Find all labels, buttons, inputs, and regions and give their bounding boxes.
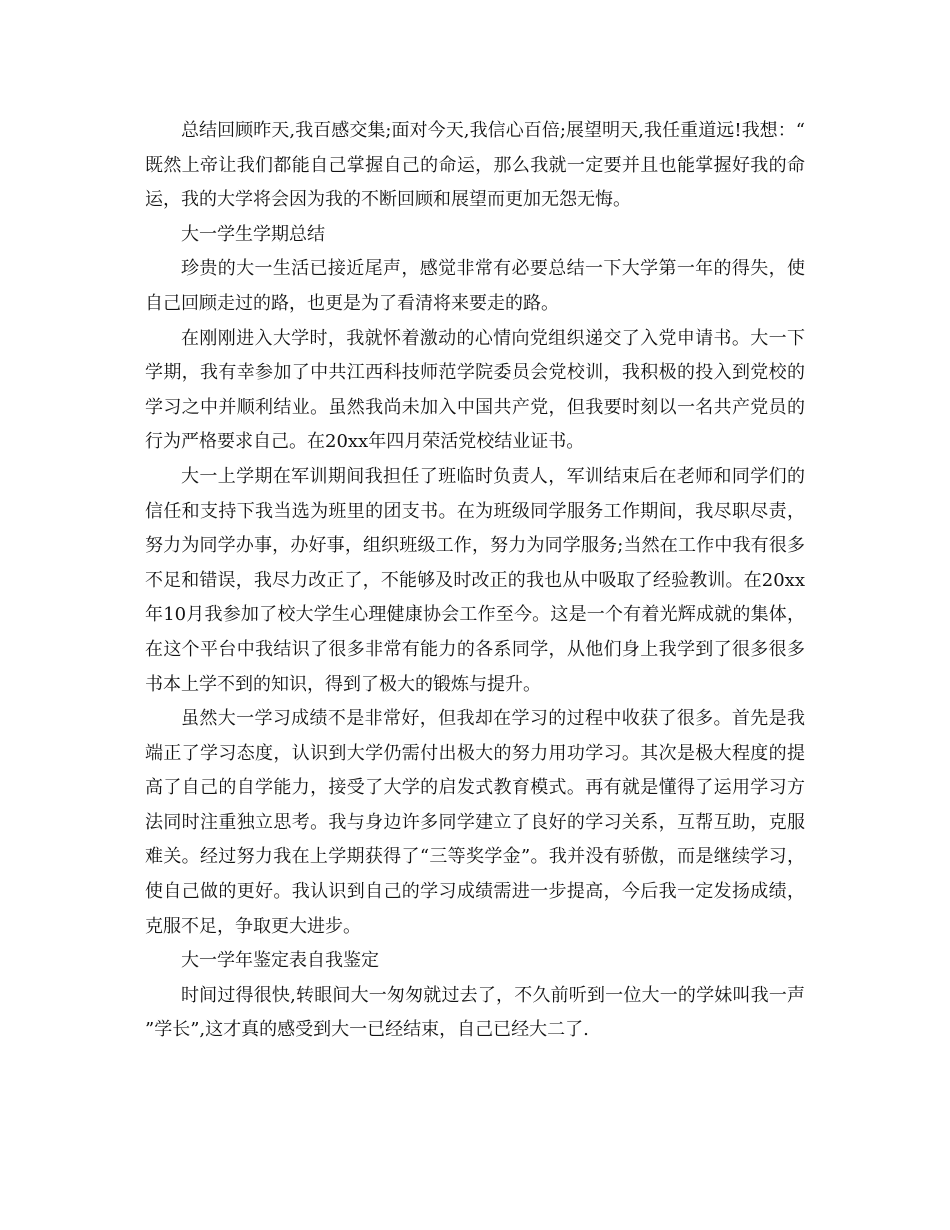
paragraph-time-passes: 时间过得很快,转眼间大一匆匆就过去了，不久前听到一位大一的学妹叫我一声”学长”,这才真的感受到大一已经结束，自己已经大二了. [145, 984, 805, 1041]
paragraph-class-work: 大一上学期在军训期间我担任了班临时负责人，军训结束后在老师和同学们的信任和支持下我当选为班里的团支书。在为班级同学服务工作期间，我尽职尽责，努力为同学办事，办好事，组织班级工作，努力为同学服务;当然在工作中我有很多不足和错误，我尽力改正了，不能够及时改正的我也从中吸取了经验教训。在20xx年10月我参加了校大学生心理健康协会工作至今。这是一个有着光辉成就的集体，在这个平台中我结识了很多非常有能力的各系同学，从他们身上我学到了很多很多书本上学不到的知识，得到了极大的锻炼与提升。 [145, 465, 805, 695]
paragraph-intro: 珍贵的大一生活已接近尾声，感觉非常有必要总结一下大学第一年的得失，使自己回顾走过的路，也更是为了看清将来要走的路。 [145, 258, 805, 314]
paragraph-study: 虽然大一学习成绩不是非常好，但我却在学习的过程中收获了很多。首先是我端正了学习态度，认识到大学仍需付出极大的努力用功学习。其次是极大程度的提高了自己的自学能力，接受了大学的启发式教育模式。再有就是懂得了运用学习方法同时注重独立思考。我与身边许多同学建立了良好的学习关系，互帮互助，克服难关。经过努力我在上学期获得了“三等奖学金”。我并没有骄傲，而是继续学习，使自己做的更好。我认识到自己的学习成绩需进一步提高，今后我一定发扬成绩，克服不足，争取更大进步。 [145, 708, 805, 937]
paragraph-reflection: 总结回顾昨天,我百感交集;面对今天,我信心百倍;展望明天,我任重道远!我想：“既然上帝让我们都能自己掌握自己的命运，那么我就一定要并且也能掌握好我的命运，我的大学将会因为我的不断回顾和展望而更加无怨无悔。 [145, 120, 805, 211]
document-page [145, 114, 805, 1048]
section-heading-self-appraisal: 大一学年鉴定表自我鉴定 [181, 950, 379, 972]
paragraph-party-application: 在刚刚进入大学时，我就怀着激动的心情向党组织递交了入党申请书。大一下学期，我有幸参加了中共江西科技师范学院委员会党校训，我积极的投入到党校的学习之中并顺利结业。虽然我尚未加入中国共产党，但我要时刻以一名共产党员的行为严格要求自己。在20xx年四月荣活党校结业证书。 [145, 327, 805, 453]
section-heading-semester-summary: 大一学生学期总结 [181, 223, 325, 245]
